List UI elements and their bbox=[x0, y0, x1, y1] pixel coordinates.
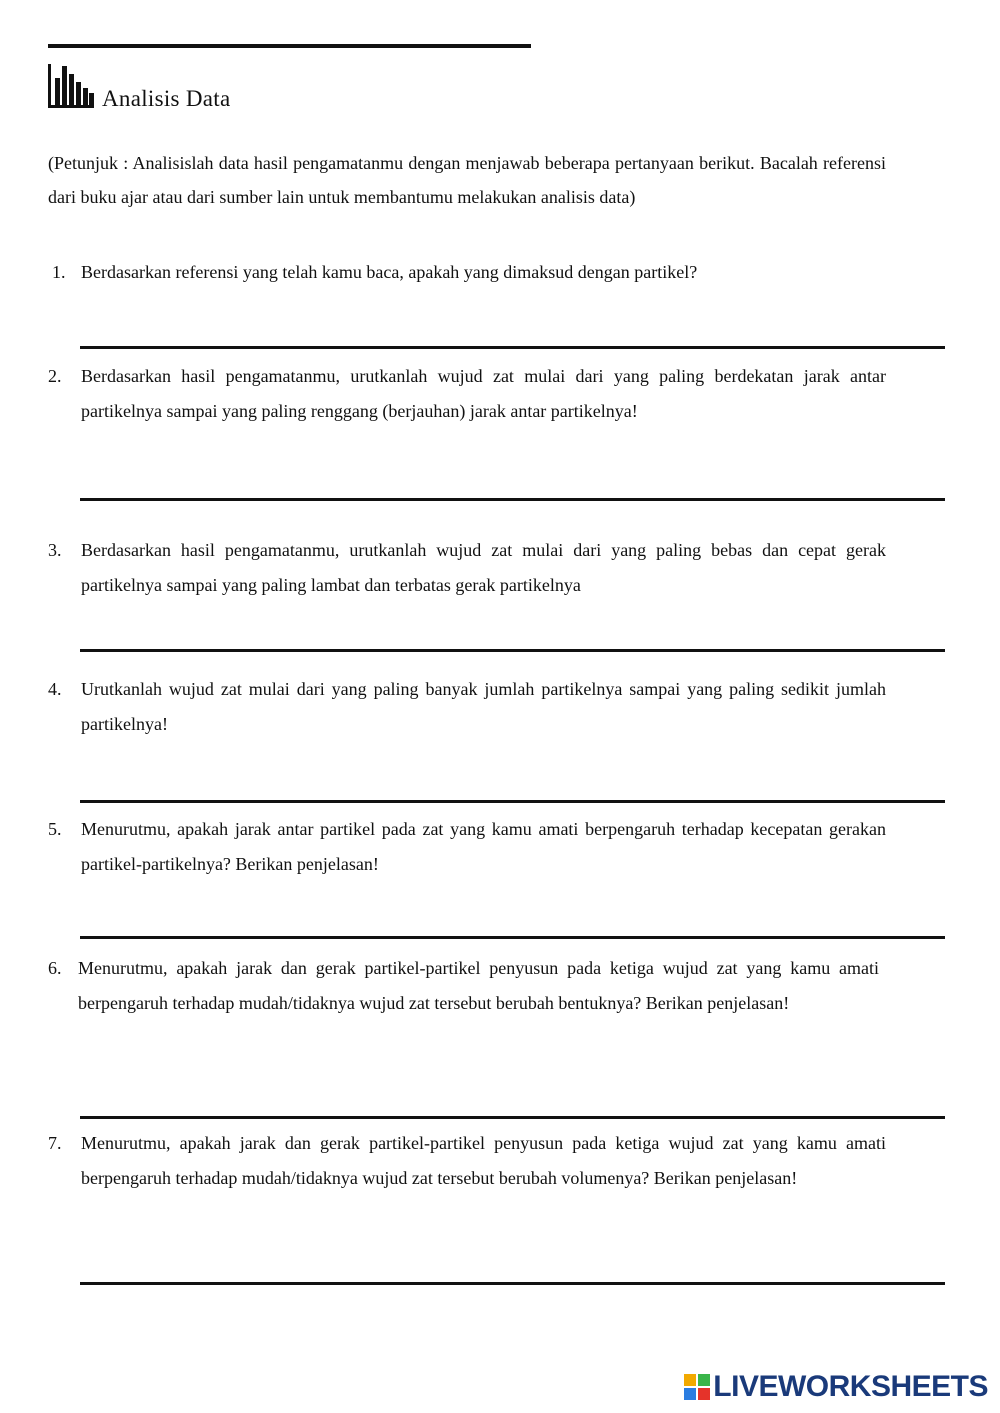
question-2 bbox=[48, 359, 898, 428]
answer-line-3[interactable] bbox=[80, 649, 945, 652]
answer-line-4[interactable] bbox=[80, 800, 945, 803]
question-number: 3. bbox=[48, 540, 62, 560]
question-5 bbox=[48, 812, 898, 881]
question-text: Berdasarkan hasil pengamatanmu, urutkanlah wujud zat mulai dari yang paling berdekatan jarak antar partikelnya sampai yang paling renggang (berjauhan) jarak antar partikelnya! bbox=[81, 366, 886, 421]
answer-line-1[interactable] bbox=[80, 346, 945, 349]
answer-line-5[interactable] bbox=[80, 936, 945, 939]
question-7 bbox=[48, 1126, 898, 1195]
question-number: 2. bbox=[48, 366, 62, 386]
bar-chart-icon bbox=[48, 62, 94, 108]
question-text: Berdasarkan referensi yang telah kamu baca, apakah yang dimaksud dengan partikel? bbox=[81, 262, 698, 282]
question-number: 5. bbox=[48, 819, 62, 839]
question-text: Urutkanlah wujud zat mulai dari yang paling banyak jumlah partikelnya sampai yang paling sedikit jumlah partikelnya! bbox=[81, 679, 886, 734]
logo-square bbox=[698, 1388, 710, 1400]
logo-square bbox=[684, 1374, 696, 1386]
question-number: 1. bbox=[52, 262, 66, 282]
question-6 bbox=[48, 951, 898, 1020]
instructions-text: (Petunjuk : Analisislah data hasil pengamatanmu dengan menjawab beberapa pertanyaan berikut. Bacalah referensi dari buku ajar atau dari sumber lain untuk membantumu melakukan analisis data) bbox=[48, 153, 886, 207]
question-text: Menurutmu, apakah jarak dan gerak partikel-partikel penyusun pada ketiga wujud zat yang kamu amati berpengaruh terhadap mudah/tidaknya wujud zat tersebut berubah bentuknya? Berikan penjelasan! bbox=[78, 958, 879, 1013]
top-rule bbox=[48, 44, 531, 48]
question-text: Menurutmu, apakah jarak dan gerak partikel-partikel penyusun pada ketiga wujud zat yang kamu amati berpengaruh terhadap mudah/tidaknya wujud zat tersebut berubah volumenya? Berikan penjelasan! bbox=[81, 1133, 886, 1188]
answer-line-6[interactable] bbox=[80, 1116, 945, 1119]
question-4 bbox=[48, 672, 898, 741]
answer-line-7[interactable] bbox=[80, 1282, 945, 1285]
logo-mark-icon bbox=[684, 1374, 710, 1400]
question-text: Menurutmu, apakah jarak antar partikel pada zat yang kamu amati berpengaruh terhadap kecepatan gerakan partikel-partikelnya? Berikan penjelasan! bbox=[81, 819, 886, 874]
question-number: 6. bbox=[48, 958, 62, 978]
question-number: 7. bbox=[48, 1133, 62, 1153]
question-1 bbox=[48, 255, 898, 290]
question-text: Berdasarkan hasil pengamatanmu, urutkanlah wujud zat mulai dari yang paling bebas dan cepat gerak partikelnya sampai yang paling lambat dan terbatas gerak partikelnya bbox=[81, 540, 886, 595]
logo-square bbox=[698, 1374, 710, 1386]
page-title: Analisis Data bbox=[102, 86, 231, 111]
logo-square bbox=[684, 1388, 696, 1400]
question-number: 4. bbox=[48, 679, 62, 699]
answer-line-2[interactable] bbox=[80, 498, 945, 501]
liveworksheets-logo bbox=[684, 1369, 988, 1405]
logo-text: LIVEWORKSHEETS bbox=[713, 1370, 988, 1403]
question-3 bbox=[48, 533, 898, 602]
